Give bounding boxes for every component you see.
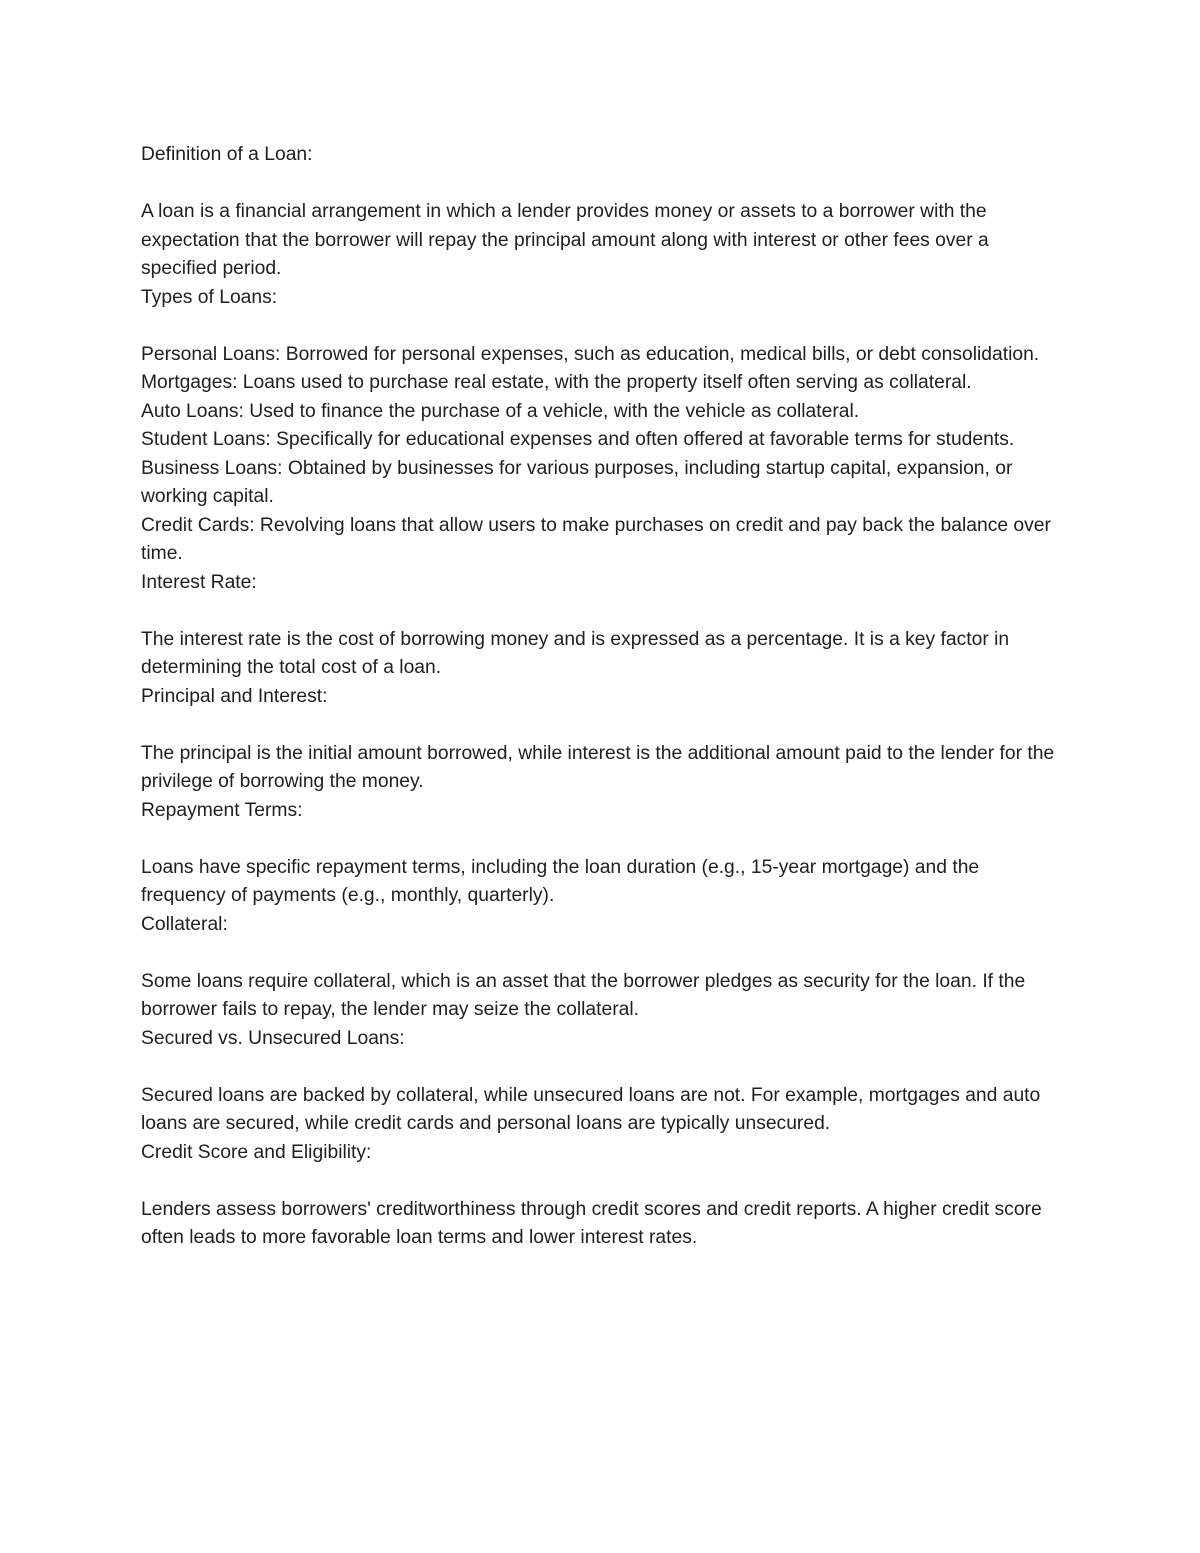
spacer: [141, 170, 1066, 199]
list-item-student-loans: Student Loans: Specifically for educational expenses and often offered at favorable terms for students.: [141, 429, 1015, 450]
section-heading-principal-interest: Principal and Interest:: [141, 685, 328, 707]
list-item-business-loans: Business Loans: Obtained by businesses for various purposes, including startup capital, expansion, or working capital.: [141, 457, 1013, 507]
spacer: [141, 1053, 1066, 1082]
spacer: [141, 825, 1066, 854]
list-item-auto-loans: Auto Loans: Used to finance the purchase of a vehicle, with the vehicle as collateral.: [141, 400, 860, 422]
list-item-mortgages: Mortgages: Loans used to purchase real estate, with the property itself often serving as collateral.: [141, 372, 972, 393]
section-heading-interest-rate: Interest Rate:: [141, 571, 257, 593]
list-item-personal-loans: Personal Loans: Borrowed for personal expenses, such as education, medical bills, or debt consolidation.: [141, 343, 1040, 365]
list-item-credit-cards: Credit Cards: Revolving loans that allow users to make purchases on credit and pay back the balance over time.: [141, 514, 1051, 564]
spacer: [141, 939, 1066, 968]
section-heading-types: Types of Loans:: [141, 286, 278, 308]
paragraph-interest-rate: The interest rate is the cost of borrowing money and is expressed as a percentage. It is a key factor in determining the total cost of a loan.: [141, 628, 1010, 678]
paragraph-definition: A loan is a financial arrangement in which a lender provides money or assets to a borrower with the expectation that the borrower will repay the principal amount along with interest or other fees over a specified period.: [141, 201, 989, 279]
spacer: [141, 711, 1066, 740]
section-heading-credit-score: Credit Score and Eligibility:: [141, 1141, 372, 1163]
section-heading-secured-unsecured: Secured vs. Unsecured Loans:: [141, 1027, 405, 1049]
spacer: [141, 1167, 1066, 1196]
paragraph-secured-unsecured: Secured loans are backed by collateral, while unsecured loans are not. For example, mortgages and auto loans are secured, while credit cards and personal loans are typically unsecured.: [141, 1084, 1041, 1134]
paragraph-repayment-terms: Loans have specific repayment terms, including the loan duration (e.g., 15-year mortgage) and the frequency of payments (e.g., monthly, quarterly).: [141, 856, 980, 906]
paragraph-collateral: Some loans require collateral, which is an asset that the borrower pledges as security for the loan. If the borrower fails to repay, the lender may seize the collateral.: [141, 970, 1026, 1020]
document-page: [141, 141, 1066, 1253]
section-heading-definition: Definition of a Loan:: [141, 144, 313, 165]
spacer: [141, 312, 1066, 341]
spacer: [141, 597, 1066, 626]
paragraph-principal-interest: The principal is the initial amount borrowed, while interest is the additional amount paid to the lender for the privilege of borrowing the money.: [141, 742, 1055, 792]
paragraph-credit-score: Lenders assess borrowers' creditworthiness through credit scores and credit reports. A higher credit score often leads to more favorable loan terms and lower interest rates.: [141, 1198, 1042, 1248]
section-heading-repayment-terms: Repayment Terms:: [141, 799, 303, 821]
section-heading-collateral: Collateral:: [141, 913, 228, 935]
